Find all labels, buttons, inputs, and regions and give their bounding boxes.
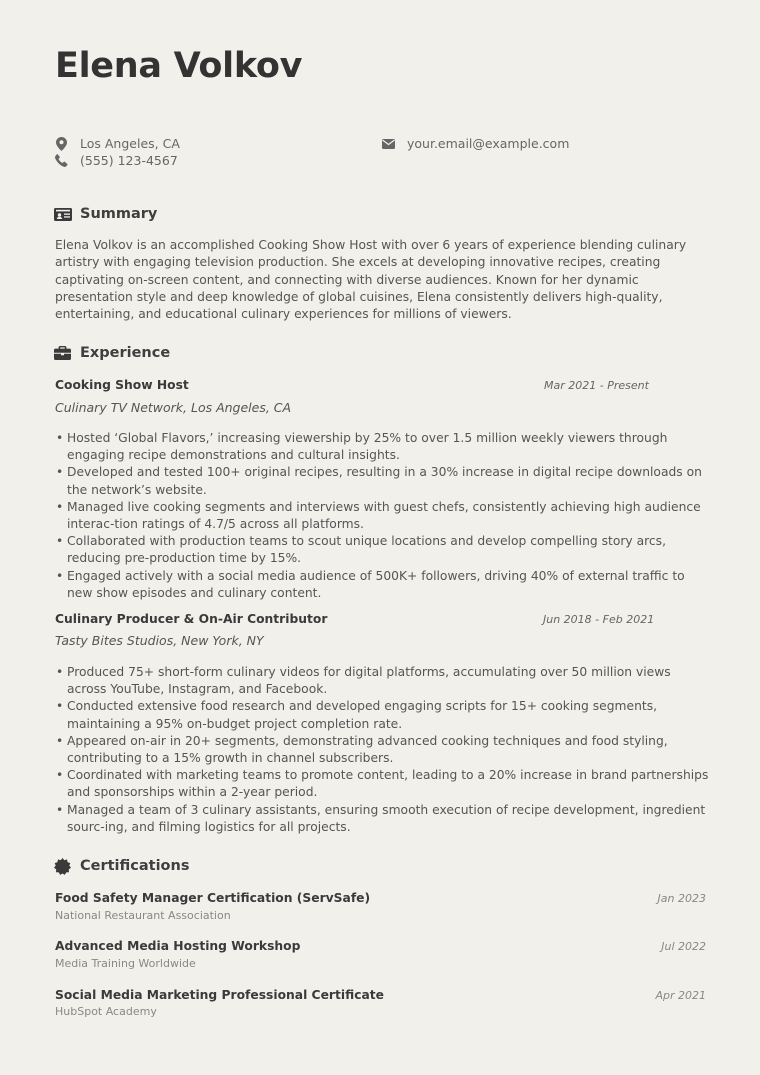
contact-email — [381, 136, 569, 151]
summary-text: Elena Volkov is an accomplished Cooking Show Host with over 6 years of experience blending culinary artistry with engaging television production. She excels at developing innovative recipes, creating captivating on-screen content, and connecting with diverse audiences. Known for her dynamic presentation style and deep knowledge of global cuisines, Elena consistently delivers high-quality, entertaining, and educational culinary experiences for millions of viewers. — [55, 238, 687, 322]
job-company: Culinary TV Network, Los Angeles, CA — [55, 400, 292, 415]
map-pin-icon — [54, 137, 68, 151]
contact-location — [54, 136, 180, 151]
certification-issuer: Media Training Worldwide — [55, 957, 196, 970]
id-card-icon — [54, 206, 72, 222]
email-link[interactable]: your.email@example.com — [407, 136, 570, 151]
certification-issuer: National Restaurant Association — [55, 909, 231, 922]
job-bullet-list — [55, 430, 710, 602]
certifications-title: Certifications — [80, 858, 190, 874]
briefcase-icon — [54, 345, 72, 361]
job-bullet-list — [55, 664, 710, 836]
list-item: • Developed and tested 100+ original recipes, resulting in a 30% increase in digital recipe downloads on the network’s website. — [56, 465, 702, 497]
certification-issuer: HubSpot Academy — [55, 1005, 157, 1018]
contact-phone — [54, 153, 178, 168]
summary-title: Summary — [80, 206, 158, 222]
candidate-name: Elena Volkov — [55, 46, 303, 86]
certification-name: Food Safety Manager Certification (ServSafe) — [55, 891, 371, 905]
list-item: • Appeared on-air in 20+ segments, demonstrating advanced cooking techniques and food styling, contributing to a 15% growth in channel subscribers. — [56, 733, 668, 766]
certificate-badge-icon — [54, 858, 72, 874]
certification-name: Social Media Marketing Professional Certificate — [55, 988, 385, 1002]
list-item: • Managed live cooking segments and interviews with guest chefs, consistently achieving high audience interac-tion ratings of 4.7/5 across all platforms. — [56, 499, 701, 532]
list-item: • Hosted ‘Global Flavors,’ increasing viewership by 25% to over 1.5 million weekly viewers through engaging recipe demonstrations and cultural insights. — [56, 431, 668, 463]
certification-date: Jul 2022 — [661, 940, 706, 953]
list-item: • Coordinated with marketing teams to promote content, leading to a 20% increase in brand partnerships and sponsorships within a 2-year period. — [56, 768, 709, 800]
job-dates: Mar 2021 - Present — [544, 379, 649, 392]
list-item: • Conducted extensive food research and developed engaging scripts for 15+ cooking segments, maintaining a 95% on-budget project completion rate. — [56, 699, 658, 731]
phone-icon — [54, 154, 68, 168]
list-item: • Produced 75+ short-form culinary videos for digital platforms, accumulating over 50 million views across YouTube, Instagram, and Facebook. — [56, 665, 671, 697]
list-item: • Managed a team of 3 culinary assistants, ensuring smooth execution of recipe development, ingredient sourc-ing, and filming logistics for all projects. — [56, 802, 706, 834]
certification-name: Advanced Media Hosting Workshop — [55, 939, 301, 953]
list-item: • Collaborated with production teams to scout unique locations and develop compelling story arcs, reducing pre-production time by 15%. — [56, 534, 666, 566]
list-item: • Engaged actively with a social media audience of 500K+ followers, driving 40% of external traffic to new show episodes and culinary content. — [56, 568, 685, 600]
certifications-heading — [54, 858, 189, 874]
job-dates: Jun 2018 - Feb 2021 — [543, 613, 655, 626]
job-title: Culinary Producer & On-Air Contributor — [55, 612, 328, 626]
certification-date: Jan 2023 — [657, 892, 706, 905]
experience-heading — [54, 345, 170, 361]
summary-heading — [54, 206, 157, 222]
envelope-icon — [381, 137, 395, 151]
phone-text: (555) 123-4567 — [80, 153, 178, 168]
certification-date: Apr 2021 — [655, 989, 706, 1002]
experience-title: Experience — [80, 345, 171, 361]
job-title: Cooking Show Host — [55, 378, 189, 392]
job-company: Tasty Bites Studios, New York, NY — [55, 633, 264, 648]
location-text: Los Angeles, CA — [80, 136, 180, 151]
